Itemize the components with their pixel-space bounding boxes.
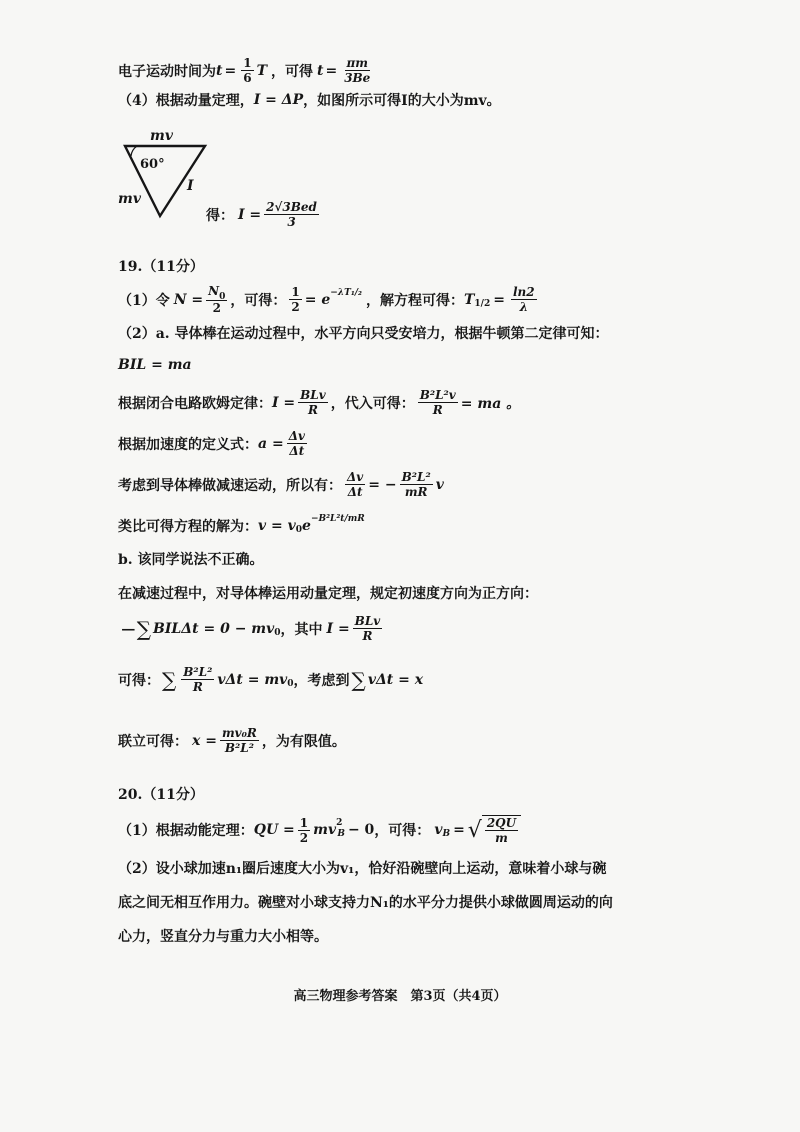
impulse-result-line: 得： I = $\frac{\text{2√3Bed}}{3}$ (206, 200, 317, 229)
triangle-right-label: I (187, 178, 194, 194)
q19-sum-result-line: 可得： ∑ $\frac{\text{B²L²}}{R}$ vΔt = mv 0 ，考虑到 ∑ vΔt = x (118, 665, 424, 694)
fraction-pi-m-over-3be: $\frac{\pi m}{3Be}$ (344, 56, 371, 85)
q19-acceleration-definition: 根据加速度的定义式： a = $\frac{\Delta v}{\Delta t}$ (118, 429, 305, 458)
q20-part2-line-2: 底之间无相互作用力。碗壁对小球支持力N₁的水平分力提供小球做圆周运动的向 (118, 895, 613, 911)
q19-newton-equation: BIL = ma (118, 357, 192, 373)
momentum-theorem-line: （4）根据动量定理， I = ΔP ，如图所示可得I的大小为mv。 (118, 92, 501, 109)
sqrt-symbol: √ (467, 817, 482, 843)
question-19-header: 19.（11分） (118, 259, 204, 275)
page-footer: 高三物理参考答案 第3页（共4页） (293, 989, 507, 1004)
q20-part2-line-3: 心力，竖直分力与重力大小相等。 (118, 929, 328, 945)
fraction-impulse: $\frac{\text{2√3Bed}}{3}$ (266, 200, 317, 229)
q19-part2a-line: （2）a. 导体棒在运动过程中，水平方向只受安培力，根据牛顿第二定律可知： (118, 326, 609, 342)
q19-final-result-line: 联立可得： x = $\frac{\text{mv₀R}}{\text{B²L²}}$ ，为有限值。 (118, 726, 346, 755)
q19-part-b-line: b. 该同学说法不正确。 (118, 552, 264, 568)
triangle-top-label: mv (150, 128, 173, 144)
q20-part2-line-1: （2）设小球加速n₁圈后速度大小为v₁，恰好沿碗壁向上运动，意味着小球与碗 (118, 861, 607, 877)
fraction-one-sixth: $\frac{1}{6}$ (243, 56, 252, 85)
electron-time-line: 电子运动时间为 t = $\frac{1}{6}$ T ，可得 t = $\frac{\pi m}{3Be}$ (118, 56, 371, 85)
question-20-header: 20.（11分） (118, 787, 204, 803)
q19-part1-line: （1）令 N = $\frac{N_0}{2}$ ，可得： $\frac{1}{2}$ = e −λT₁/₂ ，解方程可得： T 1/2 = $\frac{\ln 2}{\lambda}$ (118, 284, 535, 315)
q19-ohm-law-line: 根据闭合电路欧姆定律： I = $\frac{\text{BLv}}{R}$ ，代入可得： $\frac{\text{B²L²v}}{R}$ = ma 。 (118, 388, 521, 417)
q19-impulse-sum-line: −∑ BILΔt = 0 − mv 0 ，其中 I = $\frac{\text{BLv}}{R}$ (120, 614, 381, 643)
q19-solution-line: 类比可得方程的解为： v = v 0 e −B²L²t/mR (118, 514, 365, 535)
triangle-angle-label: 60° (140, 157, 165, 172)
q20-part1-line: （1）根据动能定理： QU = $\frac{1}{2}$ mv 2 B − 0 ，可得： v B = √ $\frac{2QU}{m}$ (118, 815, 760, 845)
triangle-left-label: mv (118, 191, 141, 207)
q19-momentum-line: 在减速过程中，对导体棒运用动量定理，规定初速度方向为正方向： (118, 586, 538, 602)
q19-deceleration-line: 考虑到导体棒做减速运动，所以有： $\frac{\Delta v}{\Delta t}$ = − $\frac{\text{B²L²}}{mR}$ v (118, 470, 444, 499)
